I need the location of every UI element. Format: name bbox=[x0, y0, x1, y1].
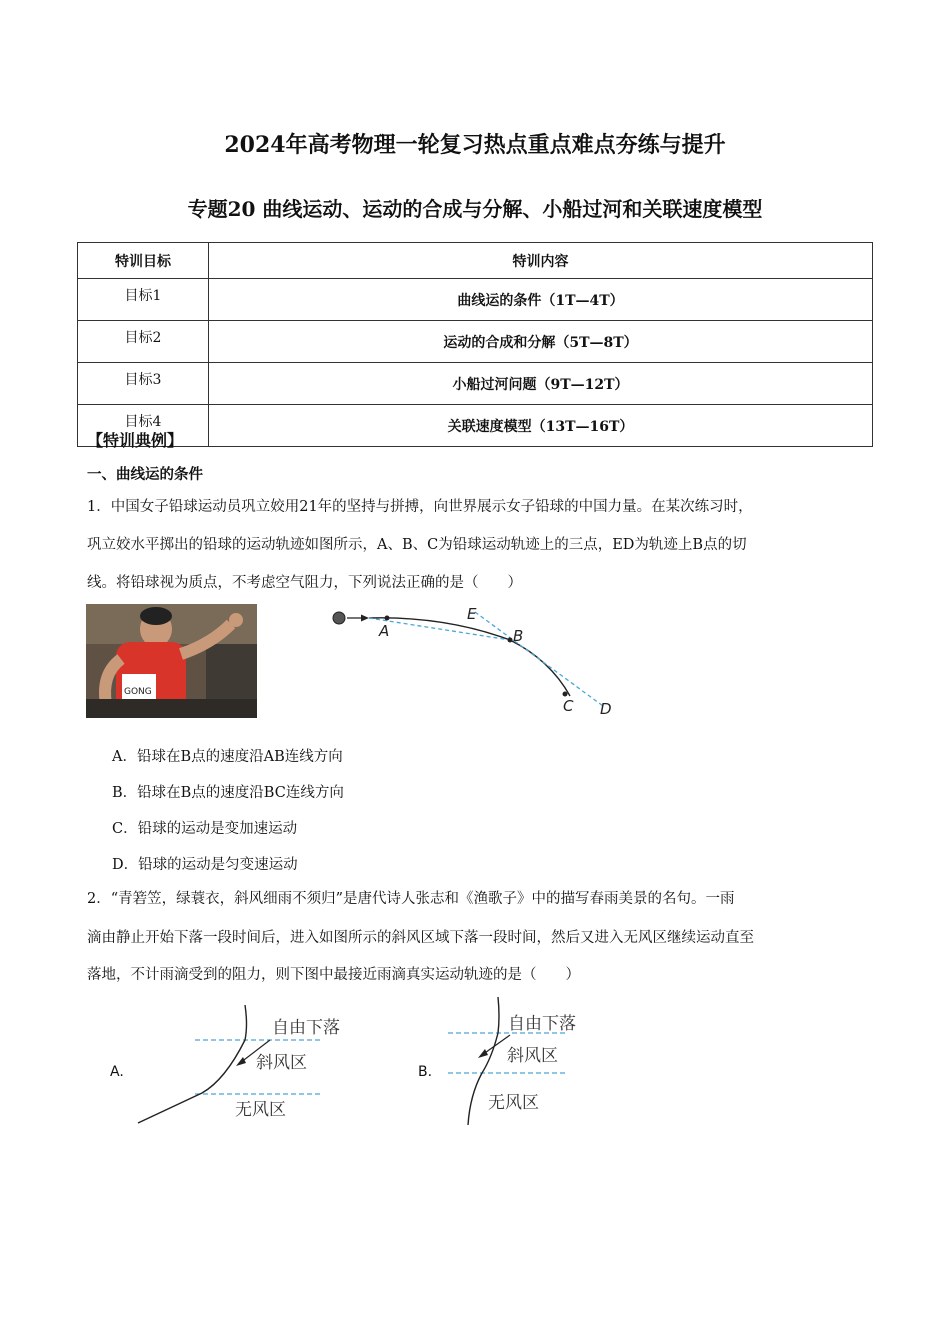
athlete-photo bbox=[86, 604, 257, 718]
label-e: E bbox=[467, 605, 477, 623]
subsection-heading: 一、曲线运的条件 bbox=[87, 466, 203, 483]
zone-slant-wind-a: 斜风区 bbox=[256, 1053, 307, 1073]
trajectory-diagram bbox=[325, 598, 625, 723]
table-cell-target: 目标3 bbox=[78, 363, 209, 405]
table-header-content: 特训内容 bbox=[209, 243, 873, 279]
main-title: 2024年高考物理一轮复习热点重点难点夯练与提升 bbox=[224, 132, 726, 158]
zone-no-wind-b: 无风区 bbox=[488, 1093, 539, 1113]
q1-option-d[interactable]: D．铅球的运动是匀变速运动 bbox=[112, 857, 298, 873]
table-header-target: 特训目标 bbox=[78, 243, 209, 279]
table-cell-content: 小船过河问题（9T—12T） bbox=[209, 363, 873, 405]
table-row bbox=[78, 279, 873, 321]
table-cell-content: 关联速度模型（13T—16T） bbox=[209, 405, 873, 447]
q1-line-1: 1．中国女子铅球运动员巩立姣用21年的坚持与拼搏，向世界展示女子铅球的中国力量。在某次练习时， bbox=[87, 499, 753, 515]
q1-line-3: 线。将铅球视为质点，不考虑空气阻力，下列说法正确的是（ ） bbox=[87, 575, 522, 591]
q1-option-a[interactable]: A．铅球在B点的速度沿AB连线方向 bbox=[112, 749, 343, 765]
zone-free-fall-a: 自由下落 bbox=[272, 1018, 340, 1038]
q2-line-3: 落地，不计雨滴受到的阻力，则下图中最接近雨滴真实运动轨迹的是（ ） bbox=[87, 967, 580, 983]
section-heading: 【特训典例】 bbox=[87, 431, 184, 450]
q1-line-2: 巩立姣水平掷出的铅球的运动轨迹如图所示，A、B、C为铅球运动轨迹上的三点，ED为轨迹上B点的切 bbox=[87, 537, 747, 553]
sub-title: 专题20 曲线运动、运动的合成与分解、小船过河和关联速度模型 bbox=[187, 197, 763, 221]
zone-slant-wind-b: 斜风区 bbox=[507, 1046, 558, 1066]
goals-table bbox=[77, 242, 873, 447]
label-a: A bbox=[379, 622, 390, 640]
table-cell-target: 目标4 bbox=[78, 405, 209, 447]
q1-option-b[interactable]: B．铅球在B点的速度沿BC连线方向 bbox=[112, 785, 344, 801]
q2-option-a-figure[interactable] bbox=[130, 1005, 360, 1130]
table-row bbox=[78, 363, 873, 405]
q2-option-b-figure[interactable] bbox=[440, 995, 600, 1130]
zone-free-fall-b: 自由下落 bbox=[508, 1014, 576, 1034]
label-c: C bbox=[563, 697, 574, 715]
table-cell-target: 目标1 bbox=[78, 279, 209, 321]
label-b: B bbox=[513, 627, 524, 645]
q2-option-b-label[interactable]: B. bbox=[418, 1064, 433, 1080]
q1-option-c[interactable]: C．铅球的运动是变加速运动 bbox=[112, 821, 298, 837]
zone-no-wind-a: 无风区 bbox=[235, 1100, 286, 1120]
photo-bib-text: GONG bbox=[124, 687, 152, 697]
table-row bbox=[78, 321, 873, 363]
label-d: D bbox=[600, 700, 612, 718]
table-cell-content: 运动的合成和分解（5T—8T） bbox=[209, 321, 873, 363]
table-cell-content: 曲线运的条件（1T—4T） bbox=[209, 279, 873, 321]
table-header-row bbox=[78, 243, 873, 279]
table-row bbox=[78, 405, 873, 447]
table-cell-target: 目标2 bbox=[78, 321, 209, 363]
q2-line-1: 2．“青箬笠，绿蓑衣，斜风细雨不须归”是唐代诗人张志和《渔歌子》中的描写春雨美景的名句。一雨 bbox=[87, 891, 735, 907]
q2-line-2: 滴由静止开始下落一段时间后，进入如图所示的斜风区域下落一段时间，然后又进入无风区继续运动直至 bbox=[87, 930, 754, 946]
q2-option-a-label[interactable]: A. bbox=[110, 1064, 124, 1080]
